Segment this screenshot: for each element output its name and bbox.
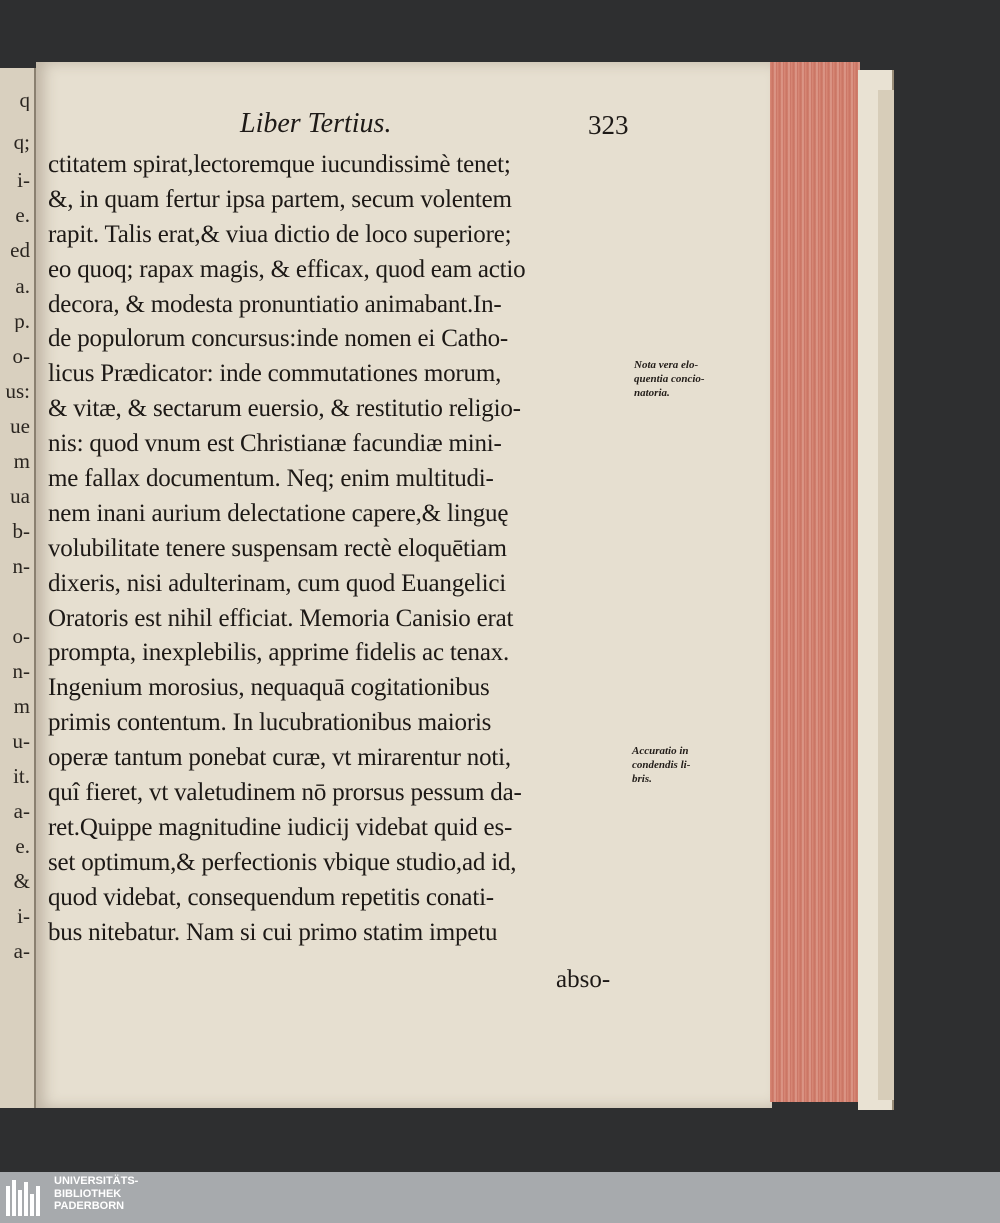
text-line: operæ tantum ponebat curæ, vt mirarentur noti, — [48, 744, 511, 772]
left-page-fragment: e. — [15, 836, 30, 857]
left-page-fragment: us: — [5, 381, 30, 402]
text-line: dixeris, nisi adulterinam, cum quod Euangelici — [48, 569, 507, 597]
left-page-fragment: i- — [17, 170, 30, 191]
catchword: abso- — [556, 966, 611, 993]
text-line: me fallax documentum. Neq; enim multitudi- — [48, 465, 494, 493]
text-line: ctitatem spirat,lectoremque iucundissimè tenet; — [48, 151, 511, 178]
library-logo-icon — [6, 1180, 44, 1216]
left-page-fragment: b- — [12, 521, 30, 542]
left-page-fragment: a. — [15, 276, 30, 297]
left-page-fragment: it. — [13, 766, 30, 787]
left-page-fragment: q; — [13, 132, 30, 153]
text-line: de populorum concursus:inde nomen ei Catho- — [48, 325, 509, 353]
left-page-fragment: q — [19, 90, 30, 111]
text-line: &, in quam fertur ipsa partem, secum volentem — [48, 185, 512, 213]
left-page-fragment: n- — [12, 661, 30, 682]
left-page-fragment: m — [13, 451, 30, 472]
left-page-fragment: p. — [14, 311, 30, 332]
left-page-fragment: ed — [10, 240, 30, 261]
marginal-note-accuracy: Accuratio in condendis li- bris. — [632, 745, 691, 785]
left-page-fragment: a- — [13, 801, 30, 822]
page-edges-red — [770, 62, 860, 1102]
page-number: 323 — [588, 110, 629, 140]
left-page-fragment: e. — [15, 205, 30, 226]
library-name-line-2: BIBLIOTHEK — [54, 1187, 122, 1200]
text-line: nem inani aurium delectatione capere,& linguę — [48, 499, 509, 527]
text-line: Ingenium morosius, nequaquā cogitationibus — [48, 674, 490, 702]
library-footer-bar — [0, 1172, 1000, 1223]
marginal-note-eloquence: Nota vera elo- quentia concio- natoria. — [634, 359, 705, 399]
text-line: Oratoris est nihil efficiat. Memoria Canisio erat — [48, 604, 514, 632]
library-name-line-1: UNIVERSITÄTS- — [54, 1175, 139, 1187]
library-name — [54, 1175, 138, 1213]
text-line: licus Prædicator: inde commutationes morum, — [48, 360, 502, 388]
library-name-line-3: PADERBORN — [54, 1200, 125, 1212]
text-line: prompta, inexplebilis, apprime fidelis ac tenax. — [48, 639, 510, 667]
body-text — [48, 148, 628, 950]
running-head: Liber Tertius. — [240, 108, 392, 139]
text-line: rapit. Talis erat,& viua dictio de loco superiore; — [48, 220, 512, 248]
left-page-edge — [0, 68, 36, 1108]
text-line: eo quoq; rapax magis, & efficax, quod eam actio — [48, 255, 526, 283]
text-line: decora, & modesta pronuntiatio animabant.In- — [48, 290, 502, 318]
text-line: & vitæ, & sectarum euersio, & restitutio religio- — [48, 395, 521, 423]
text-line: quî fieret, vt valetudinem nō prorsus pessum da- — [48, 779, 522, 807]
text-line: nis: quod vnum est Christianæ facundiæ mini- — [48, 430, 502, 458]
back-cover-edge — [878, 90, 894, 1100]
left-page-fragment: o- — [12, 626, 30, 647]
text-line: volubilitate tenere suspensam rectè eloquētiam — [48, 534, 507, 562]
left-page-fragment: ua — [10, 486, 30, 507]
left-page-fragment: u- — [12, 731, 30, 752]
text-line: ret.Quippe magnitudine iudicij videbat quid es- — [48, 813, 513, 841]
left-page-fragment: a- — [13, 941, 30, 962]
left-page-fragment: m — [13, 696, 30, 717]
text-line: set optimum,& perfectionis vbique studio,ad id, — [48, 848, 517, 876]
left-page-fragment: i- — [17, 906, 30, 927]
text-line: bus nitebatur. Nam si cui primo statim impetu — [48, 918, 498, 946]
left-page-fragment: ue — [10, 416, 30, 437]
left-page-fragment: n- — [12, 556, 30, 577]
text-line: quod videbat, consequendum repetitis conati- — [48, 883, 494, 911]
left-page-fragment: & — [13, 871, 30, 892]
text-line: primis contentum. In lucubrationibus maioris — [48, 709, 492, 737]
left-page-fragment: o- — [12, 346, 30, 367]
